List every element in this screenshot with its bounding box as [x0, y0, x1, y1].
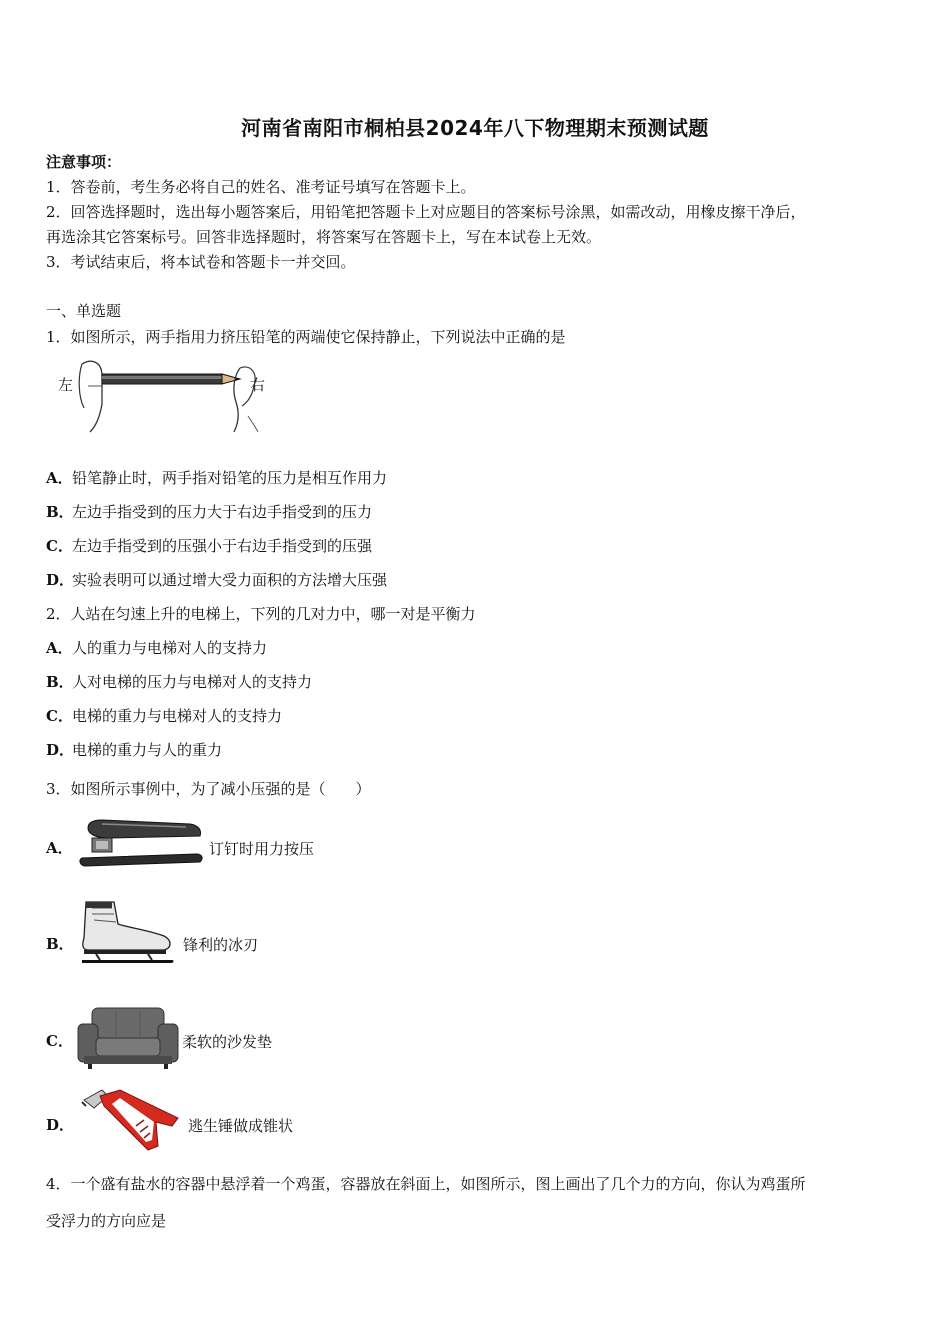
q4-stem-line-2: 受浮力的方向应是: [46, 1212, 167, 1230]
q2-option-c-text: 电梯的重力与电梯对人的支持力: [72, 707, 283, 725]
escape-hammer-icon: [80, 1086, 186, 1156]
notice-item-2: 2．回答选择题时，选出每小题答案后，用铅笔把答题卡上对应题目的答案标号涂黑，如需改动，用橡皮擦干净后，: [46, 203, 806, 221]
q1-option-c: [46, 536, 372, 556]
notice-item-3: 3．考试结束后，将本试卷和答题卡一并交回。: [46, 253, 356, 271]
q1-option-d: [46, 570, 387, 590]
q2-option-a-text: 人的重力与电梯对人的支持力: [72, 639, 268, 657]
q2-option-c: [46, 706, 282, 726]
q3-option-a-letter: A．: [46, 839, 73, 857]
notice-item-1: 1．答卷前，考生务必将自己的姓名、准考证号填写在答题卡上。: [46, 178, 476, 196]
q1-option-d-letter: D．: [46, 571, 75, 589]
fig-label-left: 左: [58, 376, 74, 394]
q1-option-a-text: 铅笔静止时，两手指对铅笔的压力是相互作用力: [72, 469, 388, 487]
fig-label-right: 右: [250, 376, 266, 394]
q3-stem: 3．如图所示事例中，为了减小压强的是（ ）: [46, 780, 371, 798]
q3-option-b-letter: B．: [46, 935, 74, 953]
q1-option-b: [46, 502, 372, 522]
stapler-icon: [78, 818, 206, 872]
q3-option-d-text: 逃生锤做成锥状: [188, 1117, 294, 1135]
q1-option-b-letter: B．: [46, 503, 74, 521]
notice-item-2-cont: 再选涂其它答案标号。回答非选择题时，将答案写在答题卡上，写在本试卷上无效。: [46, 228, 602, 246]
q1-option-b-text: 左边手指受到的压力大于右边手指受到的压力: [72, 503, 373, 521]
q3-option-c-text: 柔软的沙发垫: [182, 1033, 273, 1051]
ice-skate-icon: [78, 898, 178, 966]
sofa-icon: [76, 1004, 180, 1070]
q1-option-c-text: 左边手指受到的压强小于右边手指受到的压强: [72, 537, 373, 555]
q3-option-c-letter: C．: [46, 1032, 73, 1050]
q2-option-b-text: 人对电梯的压力与电梯对人的支持力: [72, 673, 313, 691]
q2-option-b-letter: B．: [46, 673, 74, 691]
q3-option-a-text: 订钉时用力按压: [209, 840, 315, 858]
q2-option-a-letter: A．: [46, 639, 73, 657]
q2-option-d: [46, 740, 222, 760]
section-heading: 一、单选题: [46, 302, 122, 320]
q1-option-c-letter: C．: [46, 537, 73, 555]
q2-option-d-text: 电梯的重力与人的重力: [72, 741, 223, 759]
q1-stem: 1．如图所示，两手指用力挤压铅笔的两端使它保持静止，下列说法中正确的是: [46, 328, 566, 346]
q2-option-c-letter: C．: [46, 707, 73, 725]
q2-stem: 2．人站在匀速上升的电梯上，下列的几对力中，哪一对是平衡力: [46, 605, 476, 623]
q1-option-d-text: 实验表明可以通过增大受力面积的方法增大压强: [72, 571, 388, 589]
page-title: 河南省南阳市桐柏县2024年八下物理期末预测试题: [241, 116, 709, 140]
q1-option-a-letter: A．: [46, 469, 73, 487]
q4-stem-line-1: 4．一个盛有盐水的容器中悬浮着一个鸡蛋，容器放在斜面上，如图所示，图上画出了几个力的方向，你认为鸡蛋所: [46, 1175, 806, 1193]
q1-option-a: [46, 468, 387, 488]
q2-option-a: [46, 638, 267, 658]
q3-option-b-text: 锋利的冰刃: [183, 936, 259, 954]
notice-heading: 注意事项：: [46, 153, 122, 171]
q3-option-d-letter: D．: [46, 1116, 75, 1134]
q2-option-d-letter: D．: [46, 741, 75, 759]
q2-option-b: [46, 672, 312, 692]
pencil-figure: [52, 356, 274, 434]
